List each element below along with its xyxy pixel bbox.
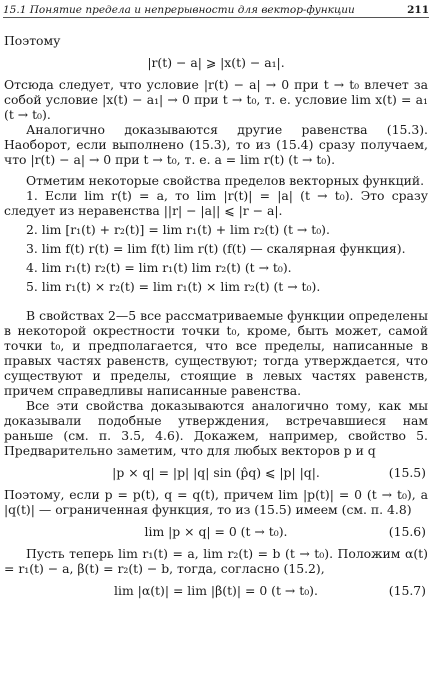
page-body — [4, 33, 428, 605]
paragraph: Все эти свойства доказываются аналогично тому, как мы доказывали подобные утверждения, встречавшиеся нам раньше (см. п. 3.5, 4.6). Докажем, например, свойство 5. Предварительно заметим, что для любых векторов p и q — [4, 398, 428, 458]
paragraph: Отсюда следует, что условие |r(t) − a| → 0 при t → t₀ влечет за собой условие |x(t) − a₁| → 0 при t → t₀, т. е. условие lim x(t) = a₁ (t → t₀). — [4, 77, 428, 122]
equation-number: (15.7) — [388, 583, 426, 598]
property-3: 3. lim f(t) r(t) = lim f(t) lim r(t) (f(t) — скалярная функция). — [26, 241, 406, 256]
equation-number: (15.5) — [388, 465, 426, 480]
paragraph: Поэтому — [4, 33, 61, 48]
property-4: 4. lim r₁(t) r₂(t) = lim r₁(t) lim r₂(t) (t → t₀). — [26, 260, 292, 275]
formula-text: lim |α(t)| = lim |β(t)| = 0 (t → t₀). — [114, 583, 318, 598]
formula-text: |p × q| = |p| |q| sin (p̂q) ⩽ |p| |q|. — [112, 465, 320, 480]
display-formula — [4, 465, 428, 480]
property-1: 1. Если lim r(t) = a, то lim |r(t)| = |a| (t → t₀). Это сразу следует из неравенства ||r| − |a|| ⩽ |r − a|. — [4, 188, 428, 218]
section-number: 15.1 — [3, 4, 27, 16]
display-formula — [4, 524, 428, 539]
property-5: 5. lim r₁(t) × r₂(t) = lim r₁(t) × lim r₂(t) (t → t₀). — [26, 279, 321, 294]
page-number: 211 — [407, 4, 429, 16]
paragraph: Пусть теперь lim r₁(t) = a, lim r₂(t) = b (t → t₀). Положим α(t) = r₁(t) − a, β(t) = r₂(t) − b, тогда, согласно (15.2), — [4, 546, 428, 576]
paragraph: Аналогично доказываются другие равенства (15.3). Наоборот, если выполнено (15.3), то из (15.4) сразу получаем, что |r(t) − a| → 0 при t → t₀, т. е. a = lim r(t) (t → t₀). — [4, 122, 428, 167]
paragraph: Поэтому, если p = p(t), q = q(t), причем lim |p(t)| = 0 (t → t₀), а |q(t)| — ограниченная функция, то из (15.5) имеем (см. п. 4.8) — [4, 487, 428, 517]
display-formula — [4, 583, 428, 598]
formula-text: lim |p × q| = 0 (t → t₀). — [144, 524, 288, 539]
equation-number: (15.6) — [388, 524, 426, 539]
paragraph: Отметим некоторые свойства пределов векторных функций. — [26, 173, 425, 188]
header-rule — [3, 17, 429, 18]
paragraph: В свойствах 2—5 все рассматриваемые функции определены в некоторой окрестности точки t₀, кроме, быть может, самой точки t₀, и предполагается, что все пределы, написанные в правых частях равенств, существуют; тогда утверждается, что существуют и пределы, стоящие в левых частях равенств, причем справедливы написанные равенства. — [4, 308, 428, 398]
running-header — [3, 2, 429, 18]
property-2: 2. lim [r₁(t) + r₂(t)] = lim r₁(t) + lim r₂(t) (t → t₀). — [26, 222, 330, 237]
display-formula: |r(t) − a| ⩾ |x(t) − a₁|. — [147, 55, 285, 70]
section-title: Понятие предела и непрерывности для вектор-функции — [29, 4, 355, 16]
